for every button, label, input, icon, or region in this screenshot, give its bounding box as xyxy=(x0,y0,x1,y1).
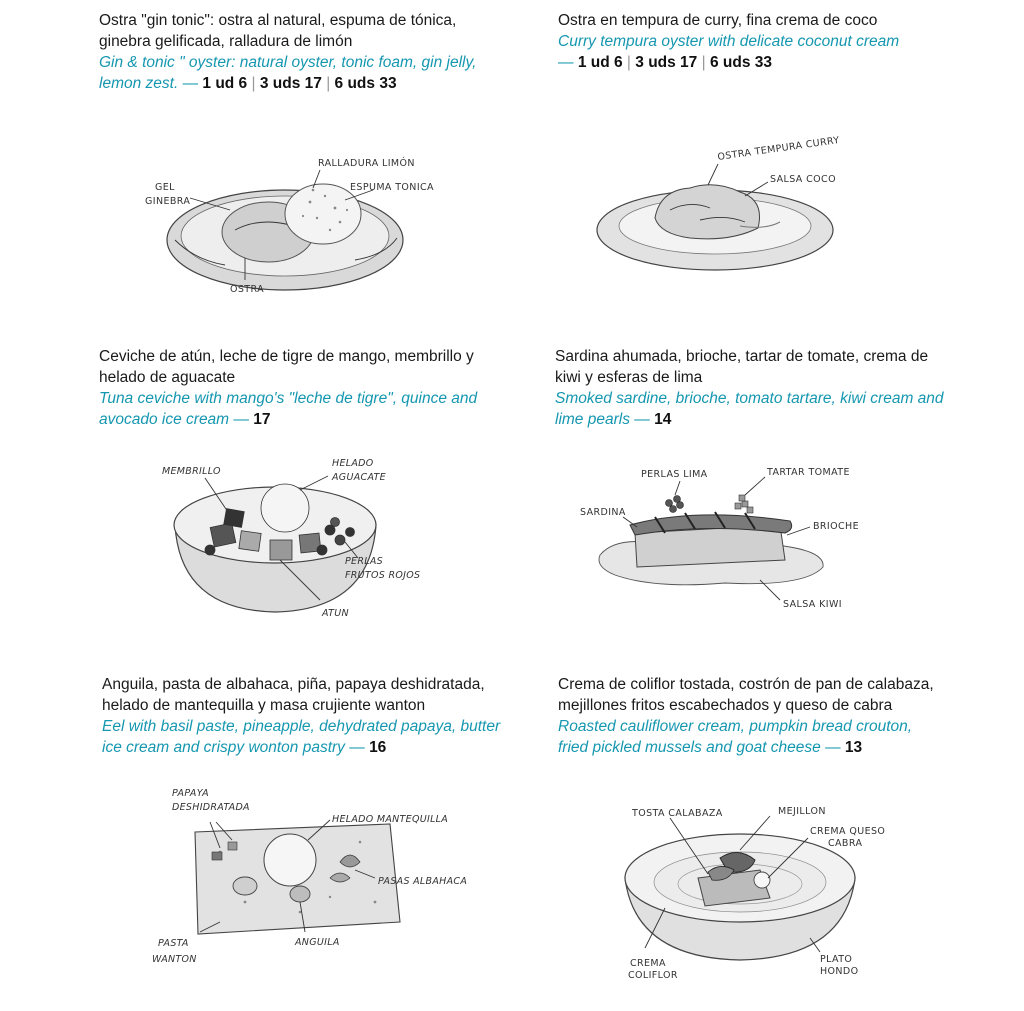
label-ostra-tempura: OSTRA TEMPURA CURRY xyxy=(716,134,841,163)
label-salsa-coco: SALSA COCO xyxy=(770,174,836,185)
label-papaya: PAPAYA xyxy=(172,788,209,799)
dish-name-es: Sardina ahumada, brioche, tartar de tomate, crema de kiwi y esferas de lima xyxy=(555,348,929,386)
price-3: 3 uds 17 xyxy=(259,75,322,92)
label-aguacate: AGUACATE xyxy=(332,472,386,483)
label-tartar-tomate: TARTAR TOMATE xyxy=(767,467,850,478)
dash: — xyxy=(233,411,249,428)
label-membrillo: MEMBRILLO xyxy=(162,466,221,477)
dash: — xyxy=(182,75,199,92)
separator: | xyxy=(326,75,331,92)
label-atun: ATUN xyxy=(322,608,349,619)
dish-name-en-text: Gin & tonic " oyster: natural oyster, tonic foam, gin jelly, lemon zest. xyxy=(99,54,477,92)
dish-name-es: Ostra "gin tonic": ostra al natural, espuma de tónica, ginebra gelificada, ralladura de limón xyxy=(99,12,457,50)
dish-tuna-ceviche xyxy=(99,346,499,430)
illustration-eel xyxy=(150,782,470,982)
price: 16 xyxy=(369,739,387,756)
dish-oyster-gin-tonic xyxy=(99,10,499,94)
label-plato: PLATO xyxy=(820,954,853,965)
dish-name-es: Ostra en tempura de curry, fina crema de coco xyxy=(558,12,878,29)
dish-oyster-curry-tempura xyxy=(558,10,958,73)
label-perlas: PERLAS xyxy=(345,556,383,567)
label-brioche: BRIOCHE xyxy=(813,521,859,532)
label-perlas-lima: PERLAS LIMA xyxy=(641,469,708,480)
label-hondo: HONDO xyxy=(820,966,859,977)
dish-name-en xyxy=(99,388,499,430)
label-anguila: ANGUILA xyxy=(295,937,340,948)
dish-smoked-sardine xyxy=(555,346,955,430)
label-pasas-albahaca: PASAS ALBAHACA xyxy=(378,876,468,887)
illustration-cauliflower xyxy=(610,798,890,988)
dash: — xyxy=(349,739,365,756)
label-crema: CREMA xyxy=(630,958,666,969)
price-6: 6 uds 33 xyxy=(334,75,397,92)
separator: | xyxy=(701,54,706,71)
dish-name-en xyxy=(102,716,502,758)
dish-name-en xyxy=(558,716,938,758)
illustration-sardine xyxy=(575,455,875,620)
price-3: 3 uds 17 xyxy=(635,54,698,71)
label-ginebra: GINEBRA xyxy=(145,196,191,207)
dash: — xyxy=(558,54,574,71)
price: 14 xyxy=(654,411,672,428)
label-sardina: SARDINA xyxy=(580,507,626,518)
label-deshidratada: DESHIDRATADA xyxy=(172,802,250,813)
illustration-oyster-gin-tonic xyxy=(135,130,455,310)
separator: | xyxy=(251,75,256,92)
label-espuma: ESPUMA TONICA xyxy=(350,182,434,193)
dish-eel xyxy=(102,674,502,758)
dish-name-es: Crema de coliflor tostada, costrón de pan de calabaza, mejillones fritos escabechados y queso de cabra xyxy=(558,676,934,714)
label-crema-queso: CREMA QUESO xyxy=(810,826,886,837)
price-1: 1 ud 6 xyxy=(202,75,248,92)
label-tosta-calabaza: TOSTA CALABAZA xyxy=(632,808,723,819)
dish-name-en xyxy=(555,388,955,430)
separator: | xyxy=(626,54,631,71)
price: 13 xyxy=(844,739,863,756)
label-pasta: PASTA xyxy=(158,938,189,949)
dash: — xyxy=(825,739,841,756)
dish-prices xyxy=(558,52,958,73)
label-helado: HELADO xyxy=(332,458,374,469)
dash: — xyxy=(634,411,650,428)
label-mejillon: MEJILLON xyxy=(778,806,826,817)
label-salsa-kiwi: SALSA KIWI xyxy=(783,599,842,610)
dish-name-en: Curry tempura oyster with delicate coconut cream xyxy=(558,33,900,50)
label-helado-mantequilla: HELADO MANTEQUILLA xyxy=(332,814,449,825)
label-ralladura: RALLADURA LIMÓN xyxy=(318,158,415,169)
label-cabra: CABRA xyxy=(828,838,863,849)
label-coliflor: COLIFLOR xyxy=(628,970,678,981)
dish-name-en-text: Roasted cauliflower cream, pumpkin bread crouton, fried pickled mussels and goat cheese xyxy=(558,718,913,756)
label-frutos-rojos: FRUTOS ROJOS xyxy=(345,570,421,581)
dish-cauliflower-cream xyxy=(558,674,938,758)
illustration-tuna-ceviche xyxy=(140,450,430,640)
dish-name-es: Ceviche de atún, leche de tigre de mango, membrillo y helado de aguacate xyxy=(99,348,474,386)
dish-name-es: Anguila, pasta de albahaca, piña, papaya deshidratada, helado de mantequilla y masa crujiente wanton xyxy=(102,676,485,714)
label-ostra: OSTRA xyxy=(230,284,265,295)
dish-name-en-text: Smoked sardine, brioche, tomato tartare, kiwi cream and lime pearls xyxy=(555,390,944,428)
price-1: 1 ud 6 xyxy=(577,54,623,71)
dish-name-en-text: Eel with basil paste, pineapple, dehydrated papaya, butter ice cream and crispy wonton pastry xyxy=(102,718,501,756)
label-wanton: WANTON xyxy=(152,954,197,965)
dish-name-en xyxy=(99,52,499,94)
dish-name-en-text: Tuna ceviche with mango's "leche de tigre", quince and avocado ice cream xyxy=(99,390,478,428)
label-gel: GEL xyxy=(155,182,175,193)
price-6: 6 uds 33 xyxy=(709,54,772,71)
illustration-oyster-curry xyxy=(590,130,850,280)
price: 17 xyxy=(253,411,271,428)
